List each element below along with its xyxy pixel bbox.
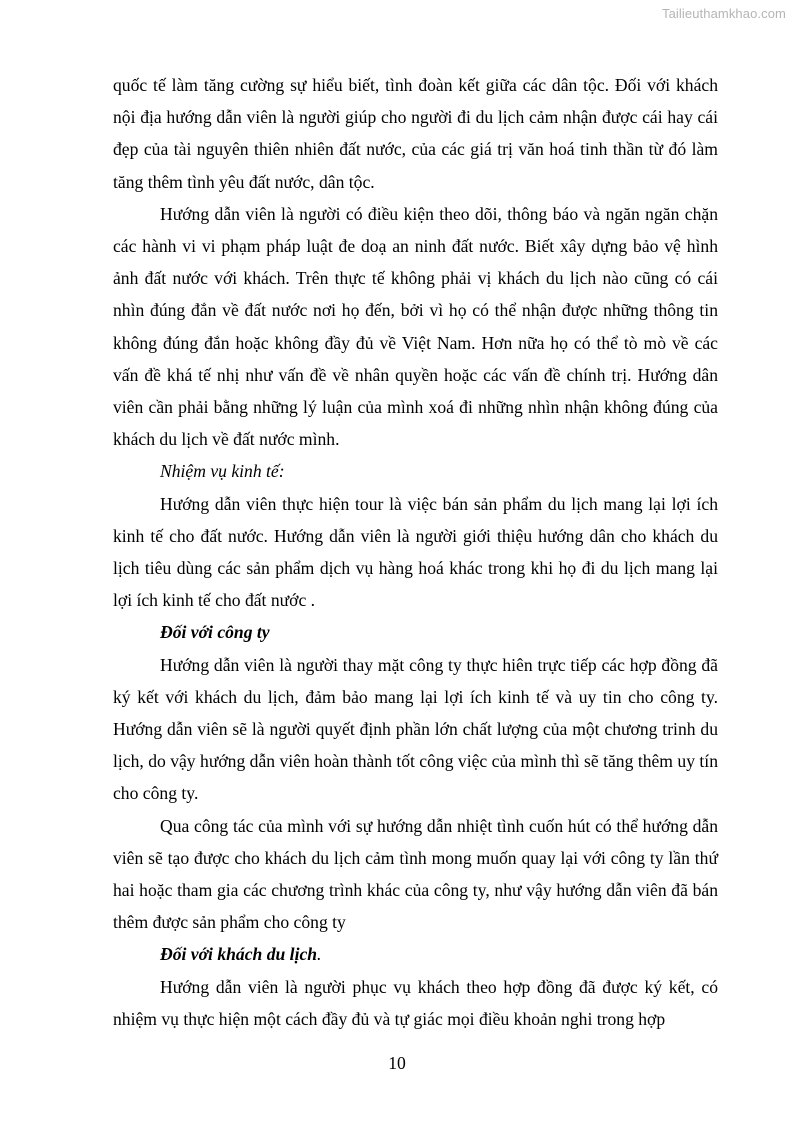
heading-tourist-period: . xyxy=(317,944,322,965)
paragraph-tourist-service: Hướng dẫn viên là người phục vụ khách theo hợp đồng đã được ký kết, có nhiệm vụ thực hiện một cách đầy đủ và tự giác mọi điều khoản nghi trong hợp xyxy=(113,976,718,1029)
paragraph-company-sales: Qua công tác của mình với sự hướng dẫn nhiệt tình cuốn hút có thể hướng dẫn viên sẽ tạo được cho khách du lịch cảm tình mong muốn quay lại với công ty lần thứ hai hoặc tham gia các chương trình khác của công ty, như vậy hướng dẫn viên đã bán thêm được sản phẩm cho công ty xyxy=(113,815,718,933)
paragraph-intro-continued: quốc tế làm tăng cường sự hiểu biết, tình đoàn kết giữa các dân tộc. Đối với khách nội địa hướng dẫn viên là người giúp cho người đi du lịch cảm nhận được cái hay cái đẹp của tài nguyên thiên nhiên đất nước, của các giá trị văn hoá tinh thần từ đó làm tăng thêm tình yêu đất nước, dân tộc. xyxy=(113,75,718,192)
heading-company: Đối với công ty xyxy=(160,622,270,643)
paragraph-security-role: Hướng dẫn viên là người có điều kiện theo dõi, thông báo và ngăn ngăn chặn các hành vi vi phạm pháp luật đe doạ an ninh đất nước. Biết xây dựng bảo vệ hình ảnh đất nước với khách. Trên thực tế không phải vị khách du lịch nào cũng có cái nhìn đúng đắn về đất nước nơi họ đến, bởi vì họ có thể nhận được những thông tin không đúng đắn hoặc không đầy đủ về Việt Nam. Hơn nữa họ có thể tò mò về các vấn đề khá tế nhị như vấn đề về nhân quyền hoặc các vấn đề chính trị. Hướng dân viên cần phải bằng những lý luận của mình xoá đi những nhìn nhận không đúng của khách du lịch về đất nước mình. xyxy=(113,203,718,450)
heading-tourist xyxy=(113,938,718,970)
watermark-text: Tailieuthamkhao.com xyxy=(661,6,786,21)
heading-tourist-text: Đối với khách du lịch xyxy=(160,944,318,965)
page-number: 10 xyxy=(388,1053,406,1073)
paragraph-economic-duty: Hướng dẫn viên thực hiện tour là việc bán sản phẩm du lịch mang lại lợi ích kinh tế cho đất nước. Hướng dẫn viên là người giới thiệu hướng dân cho khách du lịch tiêu dùng các sản phẩm dịch vụ hàng hoá khác trong khi họ đi du lịch mang lại lợi ích kinh tế cho đất nước . xyxy=(113,493,718,611)
heading-economic-duty: Nhiệm vụ kinh tế: xyxy=(160,461,285,482)
document-body xyxy=(113,69,718,1035)
paragraph-company-representation: Hướng dẫn viên là người thay mặt công ty thực hiên trực tiếp các hợp đồng đã ký kết với khách du lịch, đảm bảo mang lại lợi ích kinh tế và uy tin cho công ty. Hướng dẫn viên sẽ là người quyết định phần lớn chất lượng của một chương trinh du lịch, do vậy hướng dẫn viên hoàn thành tốt công việc của mình thì sẽ tăng thêm uy tín cho công ty. xyxy=(113,654,718,804)
